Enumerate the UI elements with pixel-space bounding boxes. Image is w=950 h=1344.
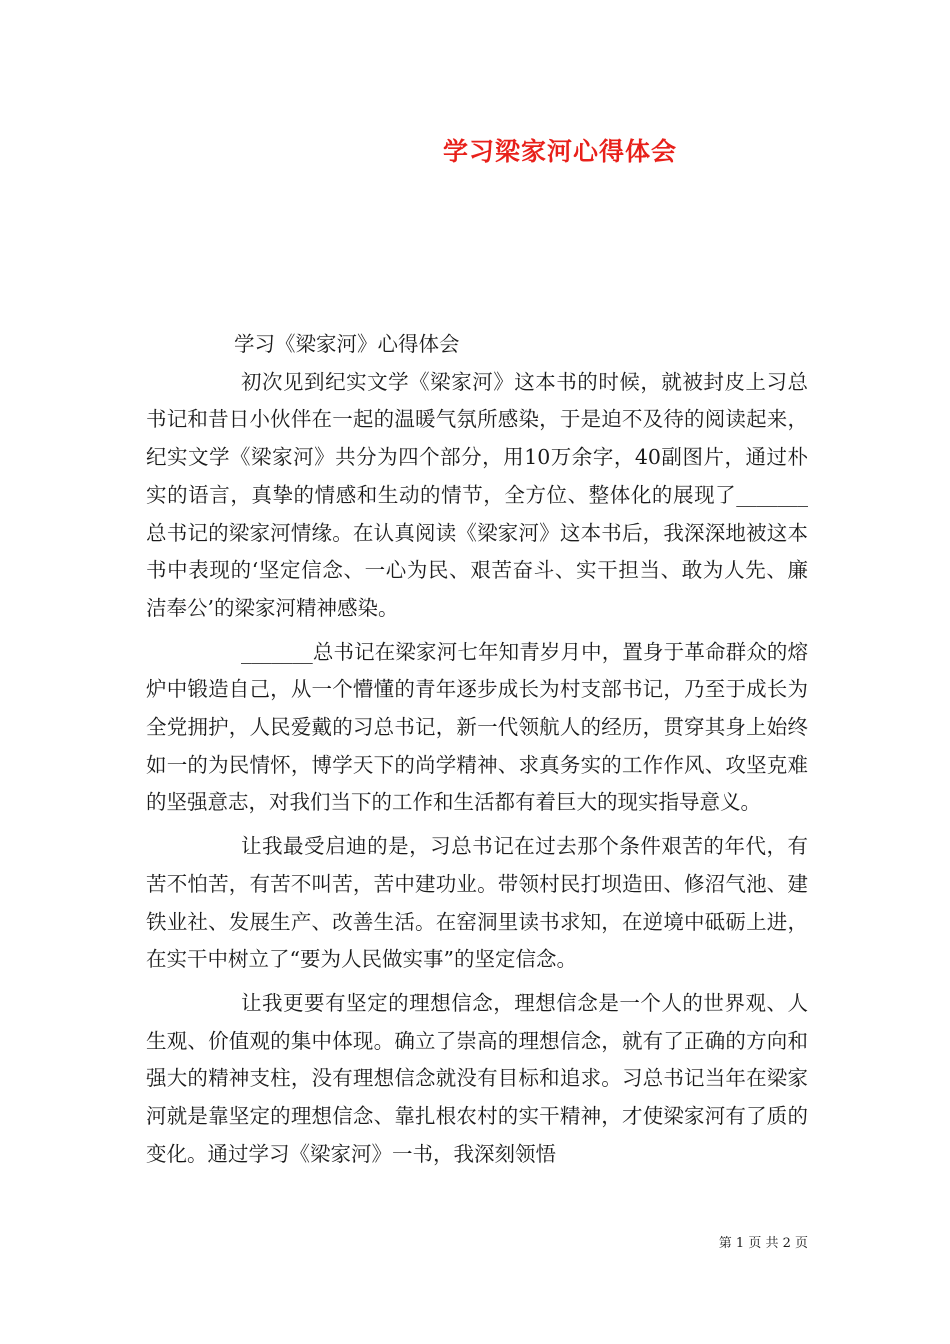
document-subtitle: 学习《梁家河》心得体会 xyxy=(234,332,460,356)
paragraph-1: 初次见到纪实文学《梁家河》这本书的时候，就被封皮上习总书记和昔日小伙伴在一起的温暖气氛所感染，于是迫不及待的阅读起来，纪实文学《梁家河》共分为四个部分，用10万余字，40副图片，通过朴实的语言，真挚的情感和生动的情节，全方位、整体化的展现了_______总书记的梁家河情缘。在认真阅读《梁家河》这本书后，我深深地被这本书中表现的‘坚定信念、一心为民、艰苦奋斗、实干担当、敢为人先、廉洁奉公’的梁家河精神感染。 xyxy=(146,369,808,620)
page-title: 学习梁家河心得体会 xyxy=(442,137,677,166)
page-number-footer: 第 1 页 共 2 页 xyxy=(718,1236,808,1251)
paragraph-3: 让我最受启迪的是，习总书记在过去那个条件艰苦的年代，有苦不怕苦，有苦不叫苦，苦中建功业。带领村民打坝造田、修沼气池、建铁业社、发展生产、改善生活。在窑洞里读书求知，在逆境中砥砺上进，在实干中树立了“要为人民做实事”的坚定信念。 xyxy=(146,834,808,972)
paragraph-4: 让我更要有坚定的理想信念，理想信念是一个人的世界观、人生观、价值观的集中体现。确立了崇高的理想信念，就有了正确的方向和强大的精神支柱，没有理想信念就没有目标和追求。习总书记当年在梁家河就是靠坚定的理想信念、靠扎根农村的实干精神，才使梁家河有了质的变化。通过学习《梁家河》一书，我深刻领悟 xyxy=(146,990,808,1166)
document-body xyxy=(146,326,808,1173)
paragraph-2: _______总书记在梁家河七年知青岁月中，置身于革命群众的熔炉中锻造自己，从一个懵懂的青年逐步成长为村支部书记，乃至于成长为全党拥护，人民爱戴的习总书记，新一代领航人的经历，贯穿其身上始终如一的为民情怀，博学天下的尚学精神、求真务实的工作作风、攻坚克难的坚强意志，对我们当下的工作和生活都有着巨大的现实指导意义。 xyxy=(146,639,808,815)
